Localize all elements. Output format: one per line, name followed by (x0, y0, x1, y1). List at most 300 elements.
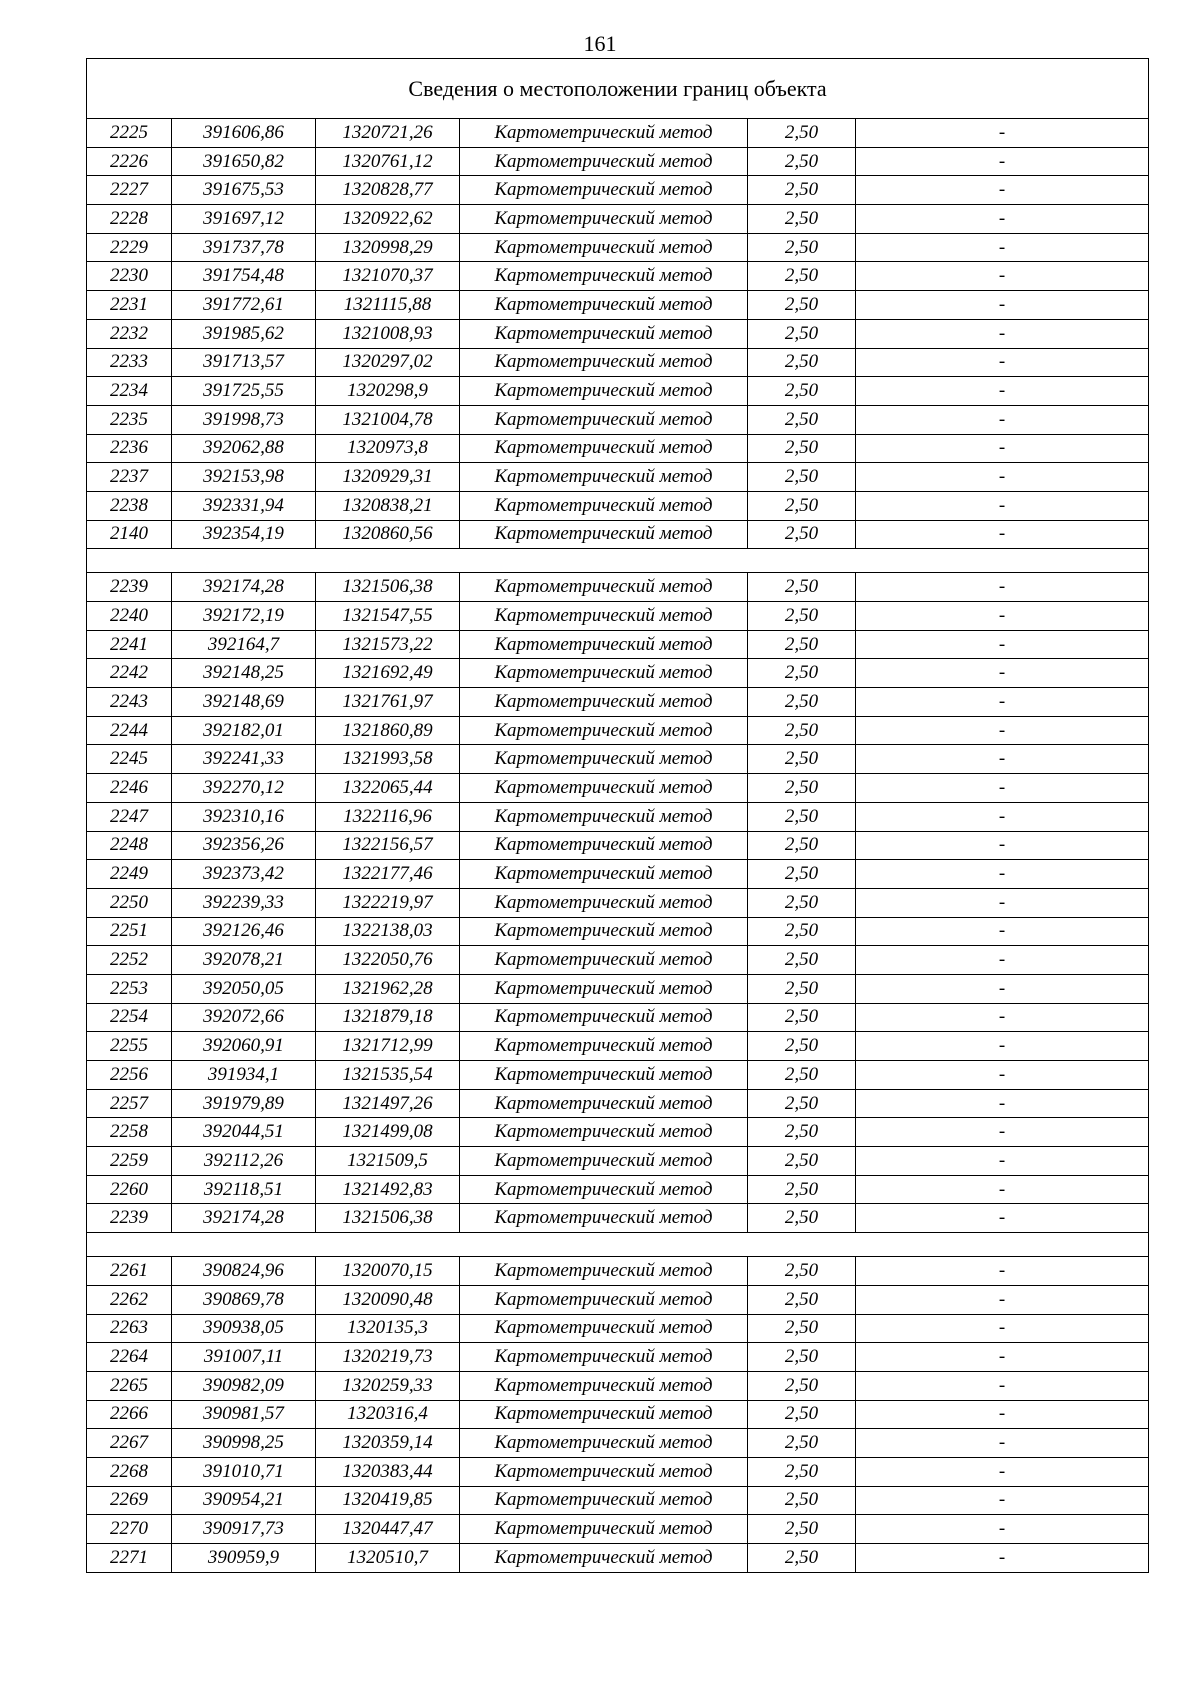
y-coordinate-cell: 1321509,5 (316, 1147, 460, 1176)
point-number-cell: 2228 (87, 205, 172, 234)
table-row (87, 1515, 1149, 1544)
x-coordinate-cell: 392310,16 (172, 802, 316, 831)
point-number-cell: 2232 (87, 319, 172, 348)
table-row (87, 434, 1149, 463)
y-coordinate-cell: 1320447,47 (316, 1515, 460, 1544)
description-cell: - (856, 630, 1149, 659)
y-coordinate-cell: 1320721,26 (316, 119, 460, 148)
description-cell: - (856, 491, 1149, 520)
x-coordinate-cell: 392172,19 (172, 602, 316, 631)
method-cell: Картометрический метод (460, 520, 748, 549)
accuracy-cell: 2,50 (748, 802, 856, 831)
y-coordinate-cell: 1320359,14 (316, 1429, 460, 1458)
y-coordinate-cell: 1321008,93 (316, 319, 460, 348)
y-coordinate-cell: 1321712,99 (316, 1032, 460, 1061)
accuracy-cell: 2,50 (748, 1061, 856, 1090)
table-row (87, 233, 1149, 262)
y-coordinate-cell: 1320998,29 (316, 233, 460, 262)
x-coordinate-cell: 392118,51 (172, 1175, 316, 1204)
table-row (87, 1089, 1149, 1118)
y-coordinate-cell: 1321879,18 (316, 1003, 460, 1032)
point-number-cell: 2231 (87, 291, 172, 320)
method-cell: Картометрический метод (460, 1061, 748, 1090)
accuracy-cell: 2,50 (748, 602, 856, 631)
table-row (87, 348, 1149, 377)
x-coordinate-cell: 392153,98 (172, 463, 316, 492)
method-cell: Картометрический метод (460, 602, 748, 631)
method-cell: Картометрический метод (460, 1314, 748, 1343)
point-number-cell: 2252 (87, 946, 172, 975)
y-coordinate-cell: 1322050,76 (316, 946, 460, 975)
method-cell: Картометрический метод (460, 630, 748, 659)
description-cell: - (856, 1003, 1149, 1032)
description-cell: - (856, 1371, 1149, 1400)
x-coordinate-cell: 391979,89 (172, 1089, 316, 1118)
method-cell: Картометрический метод (460, 262, 748, 291)
description-cell: - (856, 319, 1149, 348)
accuracy-cell: 2,50 (748, 917, 856, 946)
group-separator-cell (87, 1233, 1149, 1257)
point-number-cell: 2261 (87, 1257, 172, 1286)
description-cell: - (856, 1257, 1149, 1286)
table-row (87, 1285, 1149, 1314)
y-coordinate-cell: 1321115,88 (316, 291, 460, 320)
point-number-cell: 2233 (87, 348, 172, 377)
x-coordinate-cell: 390869,78 (172, 1285, 316, 1314)
y-coordinate-cell: 1322116,96 (316, 802, 460, 831)
x-coordinate-cell: 392148,25 (172, 659, 316, 688)
method-cell: Картометрический метод (460, 974, 748, 1003)
method-cell: Картометрический метод (460, 774, 748, 803)
y-coordinate-cell: 1320259,33 (316, 1371, 460, 1400)
accuracy-cell: 2,50 (748, 434, 856, 463)
method-cell: Картометрический метод (460, 377, 748, 406)
description-cell: - (856, 1147, 1149, 1176)
accuracy-cell: 2,50 (748, 491, 856, 520)
accuracy-cell: 2,50 (748, 1285, 856, 1314)
method-cell: Картометрический метод (460, 1457, 748, 1486)
x-coordinate-cell: 391010,71 (172, 1457, 316, 1486)
method-cell: Картометрический метод (460, 716, 748, 745)
y-coordinate-cell: 1321962,28 (316, 974, 460, 1003)
y-coordinate-cell: 1320510,7 (316, 1544, 460, 1573)
table-row (87, 405, 1149, 434)
description-cell: - (856, 119, 1149, 148)
method-cell: Картометрический метод (460, 1175, 748, 1204)
x-coordinate-cell: 390981,57 (172, 1400, 316, 1429)
table-row (87, 291, 1149, 320)
y-coordinate-cell: 1320297,02 (316, 348, 460, 377)
x-coordinate-cell: 391934,1 (172, 1061, 316, 1090)
description-cell: - (856, 1061, 1149, 1090)
table-row (87, 688, 1149, 717)
x-coordinate-cell: 392182,01 (172, 716, 316, 745)
description-cell: - (856, 688, 1149, 717)
accuracy-cell: 2,50 (748, 659, 856, 688)
table-row (87, 573, 1149, 602)
point-number-cell: 2251 (87, 917, 172, 946)
group-separator-row (87, 549, 1149, 573)
method-cell: Картометрический метод (460, 1089, 748, 1118)
table-row (87, 119, 1149, 148)
point-number-cell: 2246 (87, 774, 172, 803)
y-coordinate-cell: 1322177,46 (316, 860, 460, 889)
accuracy-cell: 2,50 (748, 1314, 856, 1343)
table-row (87, 917, 1149, 946)
point-number-cell: 2244 (87, 716, 172, 745)
accuracy-cell: 2,50 (748, 176, 856, 205)
y-coordinate-cell: 1320070,15 (316, 1257, 460, 1286)
x-coordinate-cell: 392241,33 (172, 745, 316, 774)
table-row (87, 1061, 1149, 1090)
method-cell: Картометрический метод (460, 1003, 748, 1032)
x-coordinate-cell: 391650,82 (172, 147, 316, 176)
method-cell: Картометрический метод (460, 573, 748, 602)
x-coordinate-cell: 392078,21 (172, 946, 316, 975)
y-coordinate-cell: 1320922,62 (316, 205, 460, 234)
table-row (87, 774, 1149, 803)
description-cell: - (856, 1118, 1149, 1147)
accuracy-cell: 2,50 (748, 630, 856, 659)
description-cell: - (856, 716, 1149, 745)
point-number-cell: 2264 (87, 1343, 172, 1372)
x-coordinate-cell: 392112,26 (172, 1147, 316, 1176)
x-coordinate-cell: 390824,96 (172, 1257, 316, 1286)
x-coordinate-cell: 392331,94 (172, 491, 316, 520)
method-cell: Картометрический метод (460, 233, 748, 262)
table-row (87, 1371, 1149, 1400)
table-row (87, 831, 1149, 860)
table-row (87, 1118, 1149, 1147)
accuracy-cell: 2,50 (748, 319, 856, 348)
table-row (87, 1147, 1149, 1176)
description-cell: - (856, 463, 1149, 492)
method-cell: Картометрический метод (460, 1343, 748, 1372)
point-number-cell: 2225 (87, 119, 172, 148)
table-row (87, 1314, 1149, 1343)
method-cell: Картометрический метод (460, 745, 748, 774)
description-cell: - (856, 1515, 1149, 1544)
method-cell: Картометрический метод (460, 1486, 748, 1515)
table-row (87, 1429, 1149, 1458)
point-number-cell: 2267 (87, 1429, 172, 1458)
method-cell: Картометрический метод (460, 319, 748, 348)
point-number-cell: 2239 (87, 573, 172, 602)
table-row (87, 602, 1149, 631)
x-coordinate-cell: 391772,61 (172, 291, 316, 320)
accuracy-cell: 2,50 (748, 405, 856, 434)
accuracy-cell: 2,50 (748, 1147, 856, 1176)
x-coordinate-cell: 392126,46 (172, 917, 316, 946)
point-number-cell: 2140 (87, 520, 172, 549)
y-coordinate-cell: 1321506,38 (316, 1204, 460, 1233)
description-cell: - (856, 974, 1149, 1003)
table-row (87, 176, 1149, 205)
y-coordinate-cell: 1321761,97 (316, 688, 460, 717)
x-coordinate-cell: 391998,73 (172, 405, 316, 434)
point-number-cell: 2240 (87, 602, 172, 631)
accuracy-cell: 2,50 (748, 291, 856, 320)
point-number-cell: 2248 (87, 831, 172, 860)
method-cell: Картометрический метод (460, 1285, 748, 1314)
accuracy-cell: 2,50 (748, 1089, 856, 1118)
method-cell: Картометрический метод (460, 659, 748, 688)
point-number-cell: 2268 (87, 1457, 172, 1486)
y-coordinate-cell: 1320219,73 (316, 1343, 460, 1372)
y-coordinate-cell: 1321004,78 (316, 405, 460, 434)
method-cell: Картометрический метод (460, 1204, 748, 1233)
description-cell: - (856, 602, 1149, 631)
group-separator-cell (87, 549, 1149, 573)
point-number-cell: 2253 (87, 974, 172, 1003)
table-row (87, 1400, 1149, 1429)
point-number-cell: 2260 (87, 1175, 172, 1204)
point-number-cell: 2247 (87, 802, 172, 831)
description-cell: - (856, 1544, 1149, 1573)
y-coordinate-cell: 1320838,21 (316, 491, 460, 520)
accuracy-cell: 2,50 (748, 377, 856, 406)
table-row (87, 1003, 1149, 1032)
y-coordinate-cell: 1322138,03 (316, 917, 460, 946)
point-number-cell: 2270 (87, 1515, 172, 1544)
description-cell: - (856, 1175, 1149, 1204)
description-cell: - (856, 205, 1149, 234)
y-coordinate-cell: 1322065,44 (316, 774, 460, 803)
table-row (87, 1544, 1149, 1573)
y-coordinate-cell: 1320383,44 (316, 1457, 460, 1486)
y-coordinate-cell: 1321547,55 (316, 602, 460, 631)
x-coordinate-cell: 390982,09 (172, 1371, 316, 1400)
x-coordinate-cell: 392164,7 (172, 630, 316, 659)
y-coordinate-cell: 1320419,85 (316, 1486, 460, 1515)
method-cell: Картометрический метод (460, 917, 748, 946)
method-cell: Картометрический метод (460, 119, 748, 148)
method-cell: Картометрический метод (460, 688, 748, 717)
table-row (87, 630, 1149, 659)
table-row (87, 860, 1149, 889)
method-cell: Картометрический метод (460, 946, 748, 975)
x-coordinate-cell: 390998,25 (172, 1429, 316, 1458)
description-cell: - (856, 917, 1149, 946)
x-coordinate-cell: 391675,53 (172, 176, 316, 205)
accuracy-cell: 2,50 (748, 946, 856, 975)
y-coordinate-cell: 1322219,97 (316, 888, 460, 917)
method-cell: Картометрический метод (460, 1032, 748, 1061)
x-coordinate-cell: 392062,88 (172, 434, 316, 463)
table-row (87, 716, 1149, 745)
point-number-cell: 2262 (87, 1285, 172, 1314)
accuracy-cell: 2,50 (748, 348, 856, 377)
description-cell: - (856, 1314, 1149, 1343)
table-row (87, 659, 1149, 688)
description-cell: - (856, 1343, 1149, 1372)
point-number-cell: 2250 (87, 888, 172, 917)
table-row (87, 205, 1149, 234)
point-number-cell: 2226 (87, 147, 172, 176)
accuracy-cell: 2,50 (748, 1544, 856, 1573)
table-row (87, 520, 1149, 549)
y-coordinate-cell: 1320929,31 (316, 463, 460, 492)
description-cell: - (856, 520, 1149, 549)
point-number-cell: 2241 (87, 630, 172, 659)
accuracy-cell: 2,50 (748, 233, 856, 262)
description-cell: - (856, 774, 1149, 803)
accuracy-cell: 2,50 (748, 974, 856, 1003)
description-cell: - (856, 176, 1149, 205)
y-coordinate-cell: 1321492,83 (316, 1175, 460, 1204)
point-number-cell: 2238 (87, 491, 172, 520)
table-row (87, 262, 1149, 291)
x-coordinate-cell: 391985,62 (172, 319, 316, 348)
accuracy-cell: 2,50 (748, 1257, 856, 1286)
x-coordinate-cell: 392270,12 (172, 774, 316, 803)
description-cell: - (856, 888, 1149, 917)
table-row (87, 946, 1149, 975)
page-number: 161 (583, 31, 617, 56)
boundary-coordinates-table (86, 58, 1149, 1573)
method-cell: Картометрический метод (460, 1544, 748, 1573)
y-coordinate-cell: 1321535,54 (316, 1061, 460, 1090)
table-body (87, 59, 1149, 1573)
x-coordinate-cell: 392060,91 (172, 1032, 316, 1061)
description-cell: - (856, 659, 1149, 688)
y-coordinate-cell: 1320135,3 (316, 1314, 460, 1343)
x-coordinate-cell: 392050,05 (172, 974, 316, 1003)
x-coordinate-cell: 392174,28 (172, 1204, 316, 1233)
x-coordinate-cell: 391754,48 (172, 262, 316, 291)
method-cell: Картометрический метод (460, 147, 748, 176)
x-coordinate-cell: 392356,26 (172, 831, 316, 860)
point-number-cell: 2254 (87, 1003, 172, 1032)
table-row (87, 1343, 1149, 1372)
y-coordinate-cell: 1321860,89 (316, 716, 460, 745)
table-row (87, 319, 1149, 348)
method-cell: Картометрический метод (460, 1371, 748, 1400)
point-number-cell: 2235 (87, 405, 172, 434)
table-row (87, 377, 1149, 406)
method-cell: Картометрический метод (460, 1400, 748, 1429)
x-coordinate-cell: 390938,05 (172, 1314, 316, 1343)
table-title: Сведения о местоположении границ объекта (87, 59, 1149, 119)
description-cell: - (856, 1204, 1149, 1233)
x-coordinate-cell: 392174,28 (172, 573, 316, 602)
method-cell: Картометрический метод (460, 434, 748, 463)
method-cell: Картометрический метод (460, 205, 748, 234)
x-coordinate-cell: 391007,11 (172, 1343, 316, 1372)
accuracy-cell: 2,50 (748, 1371, 856, 1400)
table-row (87, 1457, 1149, 1486)
description-cell: - (856, 434, 1149, 463)
description-cell: - (856, 831, 1149, 860)
y-coordinate-cell: 1320860,56 (316, 520, 460, 549)
description-cell: - (856, 946, 1149, 975)
point-number-cell: 2265 (87, 1371, 172, 1400)
y-coordinate-cell: 1321499,08 (316, 1118, 460, 1147)
x-coordinate-cell: 390954,21 (172, 1486, 316, 1515)
point-number-cell: 2258 (87, 1118, 172, 1147)
point-number-cell: 2259 (87, 1147, 172, 1176)
x-coordinate-cell: 392072,66 (172, 1003, 316, 1032)
description-cell: - (856, 1285, 1149, 1314)
point-number-cell: 2257 (87, 1089, 172, 1118)
description-cell: - (856, 348, 1149, 377)
accuracy-cell: 2,50 (748, 1429, 856, 1458)
method-cell: Картометрический метод (460, 1515, 748, 1544)
accuracy-cell: 2,50 (748, 520, 856, 549)
method-cell: Картометрический метод (460, 1147, 748, 1176)
method-cell: Картометрический метод (460, 463, 748, 492)
x-coordinate-cell: 391713,57 (172, 348, 316, 377)
description-cell: - (856, 573, 1149, 602)
x-coordinate-cell: 391725,55 (172, 377, 316, 406)
accuracy-cell: 2,50 (748, 1515, 856, 1544)
accuracy-cell: 2,50 (748, 1175, 856, 1204)
description-cell: - (856, 802, 1149, 831)
method-cell: Картометрический метод (460, 491, 748, 520)
description-cell: - (856, 147, 1149, 176)
y-coordinate-cell: 1321692,49 (316, 659, 460, 688)
description-cell: - (856, 1032, 1149, 1061)
accuracy-cell: 2,50 (748, 831, 856, 860)
accuracy-cell: 2,50 (748, 774, 856, 803)
table-row (87, 1486, 1149, 1515)
point-number-cell: 2227 (87, 176, 172, 205)
point-number-cell: 2263 (87, 1314, 172, 1343)
description-cell: - (856, 377, 1149, 406)
point-number-cell: 2234 (87, 377, 172, 406)
accuracy-cell: 2,50 (748, 573, 856, 602)
description-cell: - (856, 405, 1149, 434)
table-title-row (87, 59, 1149, 119)
accuracy-cell: 2,50 (748, 888, 856, 917)
point-number-cell: 2255 (87, 1032, 172, 1061)
accuracy-cell: 2,50 (748, 1457, 856, 1486)
accuracy-cell: 2,50 (748, 463, 856, 492)
table-row (87, 1032, 1149, 1061)
method-cell: Картометрический метод (460, 860, 748, 889)
x-coordinate-cell: 392373,42 (172, 860, 316, 889)
y-coordinate-cell: 1322156,57 (316, 831, 460, 860)
table-row (87, 1204, 1149, 1233)
table-row (87, 1175, 1149, 1204)
accuracy-cell: 2,50 (748, 860, 856, 889)
description-cell: - (856, 1400, 1149, 1429)
point-number-cell: 2236 (87, 434, 172, 463)
table-row (87, 888, 1149, 917)
point-number-cell: 2239 (87, 1204, 172, 1233)
accuracy-cell: 2,50 (748, 688, 856, 717)
accuracy-cell: 2,50 (748, 1118, 856, 1147)
x-coordinate-cell: 392044,51 (172, 1118, 316, 1147)
y-coordinate-cell: 1320090,48 (316, 1285, 460, 1314)
description-cell: - (856, 233, 1149, 262)
method-cell: Картометрический метод (460, 291, 748, 320)
x-coordinate-cell: 392239,33 (172, 888, 316, 917)
method-cell: Картометрический метод (460, 348, 748, 377)
description-cell: - (856, 745, 1149, 774)
method-cell: Картометрический метод (460, 176, 748, 205)
point-number-cell: 2271 (87, 1544, 172, 1573)
accuracy-cell: 2,50 (748, 119, 856, 148)
y-coordinate-cell: 1321070,37 (316, 262, 460, 291)
description-cell: - (856, 1486, 1149, 1515)
table-row (87, 802, 1149, 831)
description-cell: - (856, 262, 1149, 291)
y-coordinate-cell: 1321573,22 (316, 630, 460, 659)
point-number-cell: 2256 (87, 1061, 172, 1090)
accuracy-cell: 2,50 (748, 1486, 856, 1515)
point-number-cell: 2249 (87, 860, 172, 889)
